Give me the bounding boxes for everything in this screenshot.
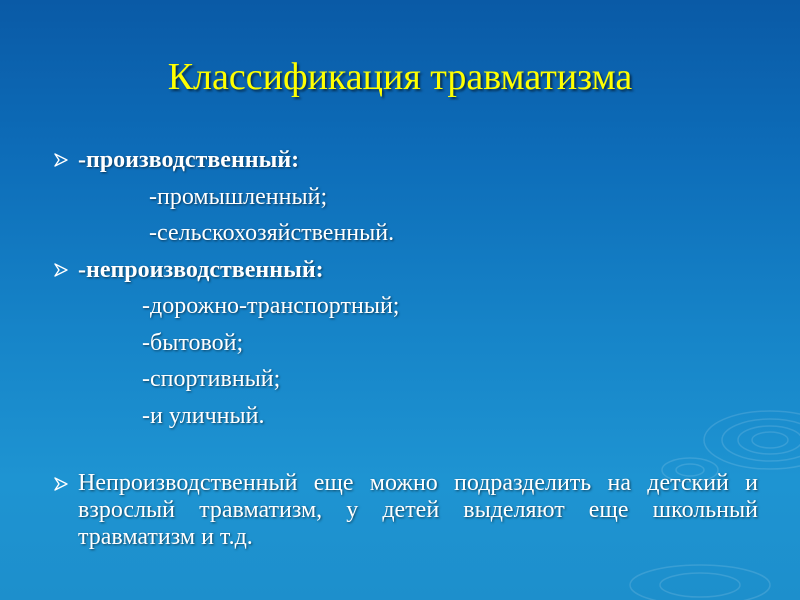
list-item-label: -бытовой;	[142, 329, 244, 356]
arrowhead-bullet-icon	[52, 142, 70, 179]
slide-title: Классификация травматизма	[167, 56, 633, 98]
list-item	[52, 361, 772, 398]
list-item-label: -и уличный.	[142, 402, 265, 429]
list-item-label: -промышленный;	[149, 183, 328, 210]
section-heading-nonindustrial	[52, 252, 772, 289]
section-heading-label: -производственный:	[78, 147, 300, 173]
slide-content	[52, 142, 772, 551]
list-item	[52, 288, 772, 325]
list-item	[52, 398, 772, 435]
list-item-label: -дорожно-транспортный;	[142, 293, 400, 319]
list-item-label: -спортивный;	[142, 366, 281, 392]
list-item-label: -сельскохозяйственный.	[149, 220, 395, 246]
arrowhead-bullet-icon	[52, 470, 70, 497]
note-paragraph	[52, 470, 758, 551]
section-heading-label: -непроизводственный:	[78, 256, 324, 283]
note-text: Непроизводственный еще можно подразделить на детский и взрослый травматизм, у детей выделяют еще школьный травматизм и т.д.	[78, 470, 758, 550]
arrowhead-bullet-icon	[52, 252, 70, 289]
list-item	[52, 215, 772, 252]
list-item	[52, 179, 772, 216]
section-heading-industrial	[52, 142, 772, 179]
list-item	[52, 325, 772, 362]
